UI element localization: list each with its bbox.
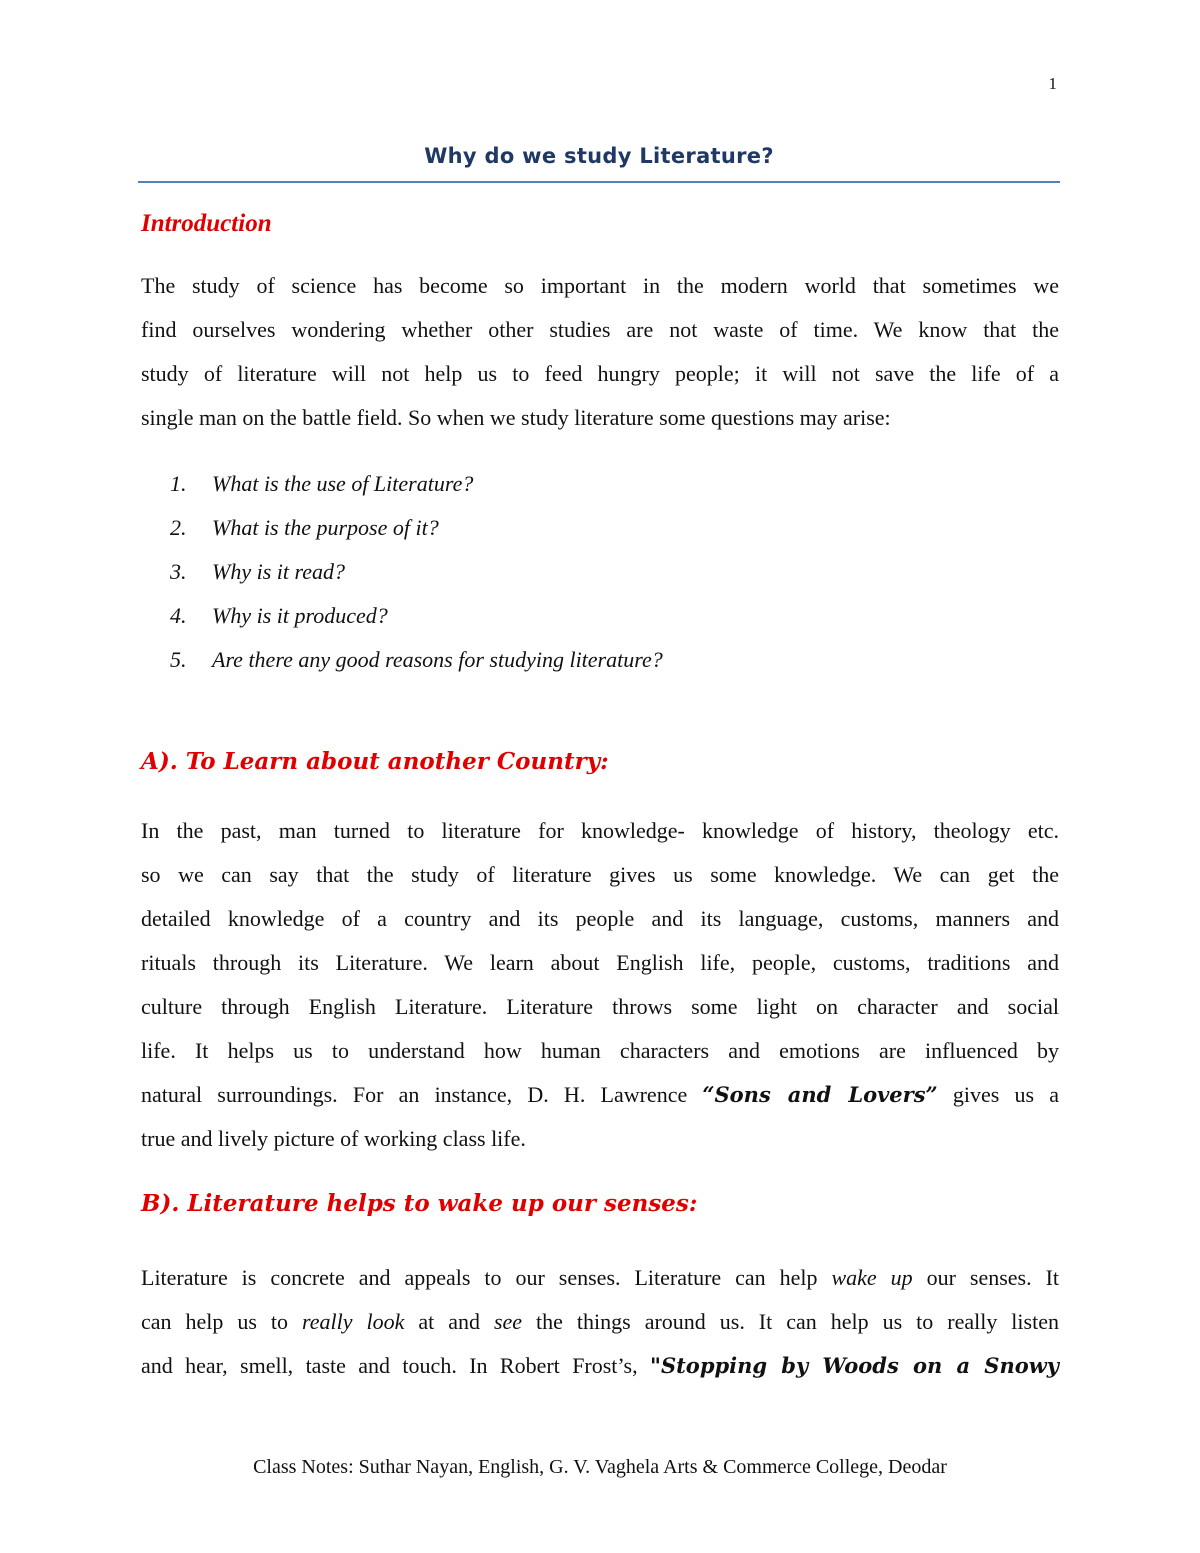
section-a-line: rituals through its Literature. We learn about English life, people, customs, traditions and	[141, 950, 1059, 975]
document-title: Why do we study Literature?	[424, 144, 774, 168]
intro-line: The study of science has become so important in the modern world that sometimes we	[141, 273, 1059, 298]
section-a-paragraph	[141, 809, 1059, 1161]
section-a-line: detailed knowledge of a country and its people and its language, customs, manners and	[141, 906, 1059, 931]
list-number: 1.	[170, 471, 187, 496]
section-b-line	[141, 1300, 1059, 1344]
line-text: can help us to	[141, 1309, 303, 1334]
section-b-line	[141, 1344, 1059, 1388]
list-number: 2.	[170, 515, 187, 540]
list-text: Why is it produced?	[212, 603, 388, 628]
book-title-sons-and-lovers: “Sons and Lovers”	[702, 1082, 938, 1107]
line-text: gives us a	[937, 1082, 1059, 1107]
section-a-line	[141, 1073, 1059, 1117]
heading-section-b: B). Literature helps to wake up our senses:	[141, 1190, 698, 1217]
list-number: 5.	[170, 647, 187, 672]
section-a-line: so we can say that the study of literature gives us some knowledge. We can get the	[141, 862, 1059, 887]
line-text: natural surroundings. For an instance, D. H. Lawrence	[141, 1082, 703, 1107]
list-item	[170, 638, 663, 682]
line-text: and hear, smell, taste and touch. In Robert Frost’s,	[141, 1353, 650, 1378]
list-number: 4.	[170, 603, 187, 628]
section-b-paragraph	[141, 1256, 1059, 1388]
page-number: 1	[1048, 74, 1057, 93]
section-a-line: In the past, man turned to literature for knowledge- knowledge of history, theology etc.	[141, 818, 1059, 843]
list-text: What is the purpose of it?	[212, 515, 439, 540]
list-item	[170, 594, 663, 638]
line-text: at and	[404, 1309, 494, 1334]
italic-phrase: wake up	[831, 1265, 913, 1290]
list-text: What is the use of Literature?	[212, 471, 474, 496]
intro-line: find ourselves wondering whether other studies are not waste of time. We know that the	[141, 317, 1059, 342]
section-a-line: true and lively picture of working class life.	[141, 1126, 526, 1151]
list-text: Why is it read?	[212, 559, 345, 584]
heading-introduction: Introduction	[141, 210, 272, 237]
line-text: Literature is concrete and appeals to our senses. Literature can help	[141, 1265, 832, 1290]
list-item	[170, 550, 663, 594]
line-text: the things around us. It can help us to really listen	[522, 1309, 1059, 1334]
intro-line: single man on the battle field. So when we study literature some questions may arise:	[141, 405, 891, 430]
page-footer: Class Notes: Suthar Nayan, English, G. V. Vaghela Arts & Commerce College, Deodar	[253, 1456, 947, 1478]
heading-section-a: A). To Learn about another Country:	[141, 748, 609, 775]
section-a-line: life. It helps us to understand how human characters and emotions are influenced by	[141, 1038, 1059, 1063]
intro-line: study of literature will not help us to feed hungry people; it will not save the life of a	[141, 361, 1059, 386]
section-b-line	[141, 1256, 1059, 1300]
list-item	[170, 462, 663, 506]
intro-paragraph	[141, 264, 1059, 440]
list-item	[170, 506, 663, 550]
line-text: our senses. It	[912, 1265, 1060, 1290]
list-text: Are there any good reasons for studying literature?	[212, 647, 663, 672]
poem-title: "Stopping by Woods on a Snowy	[650, 1353, 1059, 1378]
section-a-line: culture through English Literature. Literature throws some light on character and social	[141, 994, 1059, 1019]
italic-phrase: see	[493, 1309, 523, 1334]
list-number: 3.	[170, 559, 187, 584]
italic-phrase: really look	[302, 1309, 405, 1334]
questions-list	[170, 462, 663, 682]
title-underline	[138, 181, 1060, 183]
